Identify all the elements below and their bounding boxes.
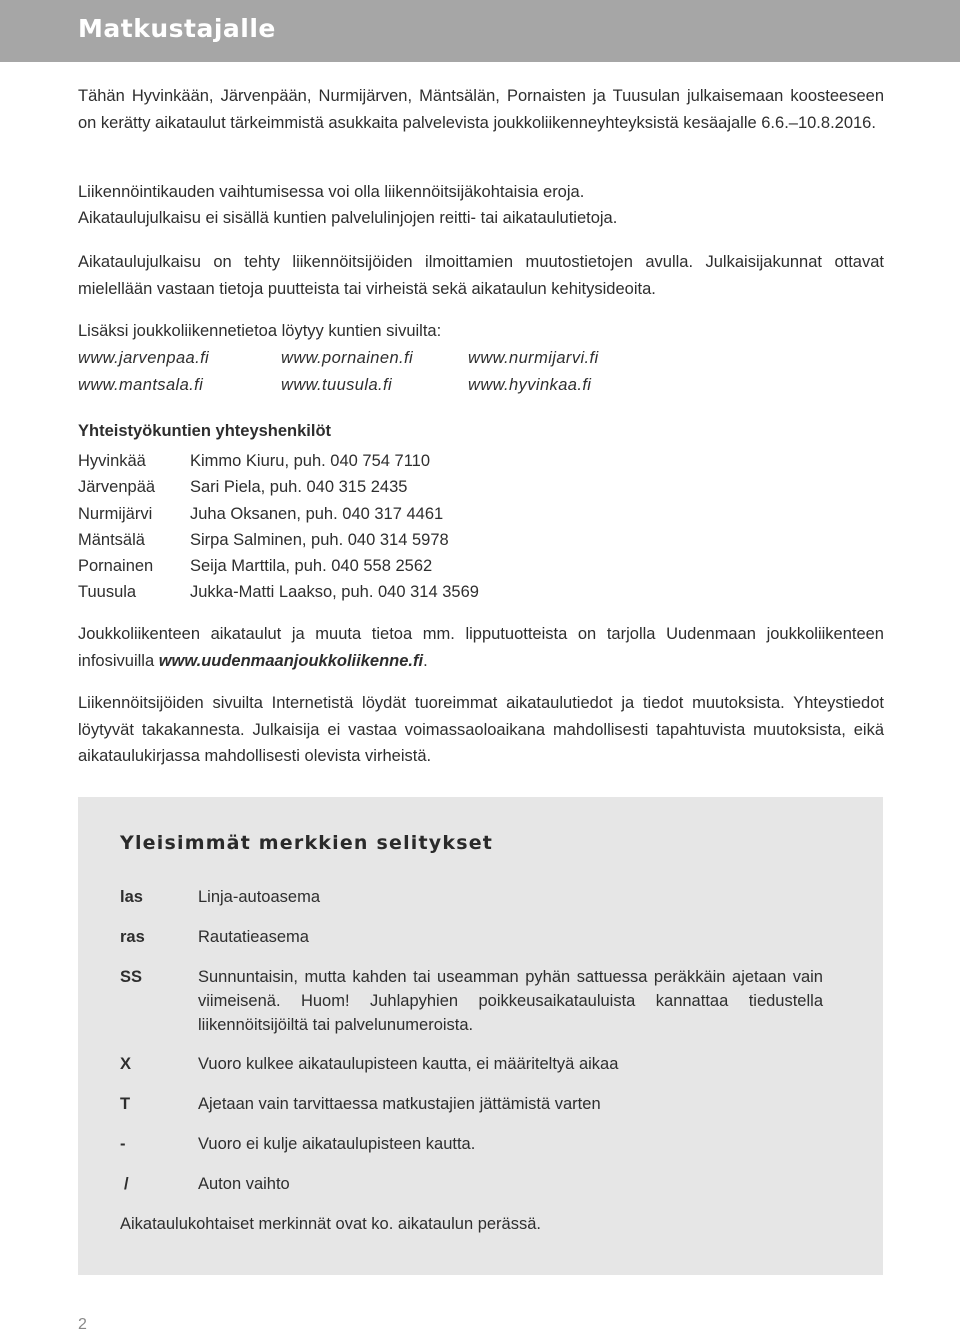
legend-item <box>120 925 823 949</box>
legend-item <box>120 1052 823 1076</box>
contact-town: Pornainen <box>78 557 154 576</box>
legend-item <box>120 885 823 909</box>
links-row <box>78 372 599 399</box>
legend-description: Auton vaihto <box>198 1175 290 1193</box>
contact-town: Tuusula <box>78 583 137 602</box>
page-title: Matkustajalle <box>78 14 276 43</box>
intro-note-2: Aikataulujulkaisu ei sisällä kuntien palvelulinjojen reitti- tai aikataulutietoja. <box>78 209 618 227</box>
legend-symbol: ras <box>120 928 145 946</box>
legend-footer: Aikataulukohtaiset merkinnät ovat ko. aikataulun perässä. <box>120 1215 541 1233</box>
page-number: 2 <box>78 1316 87 1333</box>
link-hyvinkaa[interactable]: www.hyvinkaa.fi <box>468 375 592 394</box>
legend-symbol: X <box>120 1055 132 1073</box>
legend-description: Sunnuntaisin, mutta kahden tai useamman pyhän sattuessa peräkkäin ajetaan vain viimeisenä. Huom! Juhlapyhien poikkeusaikatauluista kannattaa tiedustella liikennöitsijöiltä tai palvelunumeroista. <box>198 968 823 1034</box>
contact-person: Sirpa Salminen, puh. 040 314 5978 <box>190 530 449 549</box>
legend-box <box>78 797 883 1275</box>
contact-person: Jukka-Matti Laakso, puh. 040 314 3569 <box>190 583 479 602</box>
page-header <box>0 0 960 62</box>
legend-description: Rautatieasema <box>198 928 309 946</box>
contact-person: Kimmo Kiuru, puh. 040 754 7110 <box>190 452 431 470</box>
municipal-links <box>78 345 599 398</box>
legend-item <box>120 1132 823 1156</box>
info-end: . <box>423 651 428 670</box>
contact-row <box>78 448 479 474</box>
contact-row <box>78 474 479 500</box>
legend-title: Yleisimmät merkkien selitykset <box>120 832 494 854</box>
legend-description: Vuoro kulkee aikataulupisteen kautta, ei määriteltyä aikaa <box>198 1055 619 1073</box>
hsl-info-link[interactable]: www.uudenmaanjoukkoliikenne.fi <box>158 651 424 670</box>
contact-town: Nurmijärvi <box>78 504 153 523</box>
link-mantsala[interactable]: www.mantsala.fi <box>78 375 204 394</box>
contact-town: Mäntsälä <box>78 530 145 549</box>
links-row <box>78 345 599 372</box>
contact-row <box>78 579 479 605</box>
intro-note-1: Liikennöintikauden vaihtumisessa voi olla liikennöitsijäkohtaisia eroja. <box>78 183 585 201</box>
contact-row <box>78 501 479 527</box>
legend-symbol: - <box>120 1135 126 1153</box>
municipal-sites-intro: Lisäksi joukkoliikennetietoa löytyy kuntien sivuilta: <box>78 322 442 340</box>
legend-symbol: SS <box>120 968 143 986</box>
legend-symbol: / <box>124 1175 129 1193</box>
contacts-title: Yhteistyökuntien yhteyshenkilöt <box>78 422 332 440</box>
contact-person: Seija Marttila, puh. 040 558 2562 <box>190 557 433 576</box>
info-paragraph <box>78 621 884 674</box>
publication-paragraph: Aikataulujulkaisu on tehty liikennöitsijöiden ilmoittamien muutostietojen avulla. Julkaisijakunnat ottavat mielellään vastaan tietoja puutteista tai virheistä sekä aikataulun kehitysideoita. <box>78 253 884 298</box>
contacts-list <box>78 448 479 606</box>
legend-item <box>120 1092 823 1116</box>
info-text: Joukkoliikenteen aikataulut ja muuta tietoa mm. lipputuotteista on tarjolla Uudenmaan joukkoliikenteen infosivuilla <box>78 625 884 670</box>
link-jarvenpaa[interactable]: www.jarvenpaa.fi <box>78 349 210 367</box>
legend-description: Linja-autoasema <box>198 888 320 906</box>
intro-paragraph: Tähän Hyvinkään, Järvenpään, Nurmijärven, Mäntsälän, Pornaisten ja Tuusulan julkaisemaan koosteeseen on kerätty aikataulut tärkeimmistä asukkaita palvelevista joukkoliikenneyhteyksistä kesäajalle 6.6.–10.8.2016. <box>78 87 884 132</box>
link-pornainen[interactable]: www.pornainen.fi <box>281 349 414 367</box>
legend-item <box>120 1172 823 1196</box>
legend-symbol: T <box>120 1095 131 1113</box>
contact-row <box>78 527 479 553</box>
link-tuusula[interactable]: www.tuusula.fi <box>281 375 393 394</box>
contact-person: Sari Piela, puh. 040 315 2435 <box>190 478 408 497</box>
contact-row <box>78 553 479 579</box>
legend-description: Vuoro ei kulje aikataulupisteen kautta. <box>198 1135 476 1153</box>
legend-item <box>120 965 823 1037</box>
contact-person: Juha Oksanen, puh. 040 317 4461 <box>190 504 444 523</box>
contact-town: Järvenpää <box>78 478 156 497</box>
legend-description: Ajetaan vain tarvittaessa matkustajien jättämistä varten <box>198 1095 601 1113</box>
link-nurmijarvi[interactable]: www.nurmijarvi.fi <box>468 349 599 367</box>
legend-symbol: las <box>120 888 143 906</box>
disclaimer-paragraph: Liikennöitsijöiden sivuilta Internetistä löydät tuoreimmat aikataulutiedot ja tiedot muutoksista. Yhteystiedot löytyvät takakannesta. Julkaisija ei vastaa voimassaoloaikana mahdollisesti tapahtuvista muutoksista, eikä aikataulukirjassa mahdollisesti olevista virheistä. <box>78 694 884 765</box>
contact-town: Hyvinkää <box>78 452 146 470</box>
